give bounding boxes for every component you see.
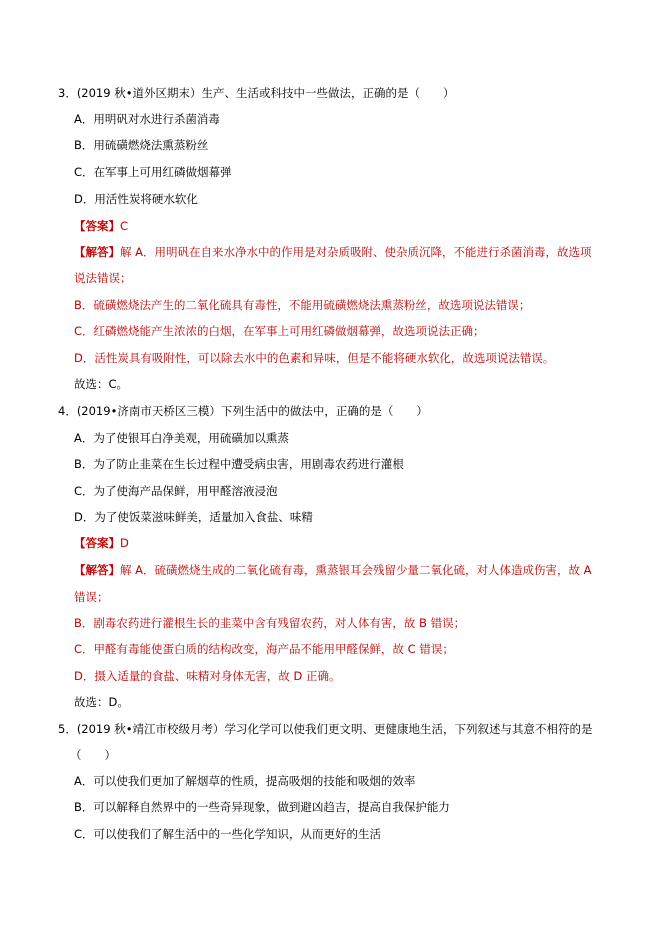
question-3-analysis-line-5: D．活性炭具有吸附性，可以除去水中的色素和异味，但是不能将硬水软化，故选项说法错误。 xyxy=(74,351,555,365)
analysis-label: 【解答】 xyxy=(74,563,120,577)
question-3-option-a: A．用明矾对水进行杀菌消毒 xyxy=(74,112,220,126)
answer-value: D xyxy=(120,536,129,550)
question-4-conclusion: 故选：D。 xyxy=(74,695,129,709)
question-4-analysis-line-2: 错误； xyxy=(74,590,109,604)
question-4-analysis-line-3: B．剧毒农药进行灌根生长的韭菜中含有残留农药，对人体有害，故 B 错误； xyxy=(74,616,466,630)
question-3-analysis-line-4: C．红磷燃烧能产生浓浓的白烟，在军事上可用红磷做烟幕弹，故选项说法正确； xyxy=(74,324,485,338)
question-4-analysis-line-1 xyxy=(74,562,592,578)
question-5-option-a: A．可以使我们更加了解烟草的性质，提高吸烟的技能和吸烟的效率 xyxy=(74,774,416,788)
question-3-option-d: D．用活性炭将硬水软化 xyxy=(74,192,198,206)
question-3-analysis-line-1 xyxy=(74,244,592,260)
analysis-text: 解 A．用明矾在自来水净水中的作用是对杂质吸附、使杂质沉降，不能进行杀菌消毒，故选项 xyxy=(120,245,592,259)
question-3-option-b: B．用硫磺燃烧法熏蒸粉丝 xyxy=(74,138,209,152)
question-4-option-a: A．为了使银耳白净美观，用硫磺加以熏蒸 xyxy=(74,431,289,445)
question-3-stem: 3．(2019 秋•道外区期末）生产、生活或科技中一些做法，正确的是（ ） xyxy=(58,86,455,100)
question-3-answer xyxy=(74,218,128,234)
question-4-stem: 4．(2019•济南市天桥区三模）下列生活中的做法中，正确的是（ ） xyxy=(58,404,428,418)
answer-label: 【答案】 xyxy=(74,536,120,550)
question-4-analysis-line-5: D．摄入适量的食盐、味精对身体无害，故 D 正确。 xyxy=(74,669,341,683)
question-5-stem-bracket: （ ） xyxy=(70,748,116,762)
answer-label: 【答案】 xyxy=(74,219,120,233)
analysis-label: 【解答】 xyxy=(74,245,120,259)
question-4-option-d: D．为了使饭菜滋味鲜美，适量加入食盐、味精 xyxy=(74,510,313,524)
question-3-option-c: C．在军事上可用红磷做烟幕弹 xyxy=(74,165,232,179)
question-5-option-c: C．可以使我们了解生活中的一些化学知识，从而更好的生活 xyxy=(74,827,382,841)
question-4-option-c: C．为了使海产品保鲜，用甲醛溶液浸泡 xyxy=(74,484,278,498)
question-5-stem: 5．(2019 秋•靖江市校级月考）学习化学可以使我们更文明、更健康地生活，下列叙述与其意不相符的是 xyxy=(58,722,593,736)
question-3-analysis-line-2: 说法错误； xyxy=(74,271,132,285)
answer-value: C xyxy=(120,219,129,233)
question-4-answer xyxy=(74,535,129,551)
analysis-text: 解 A．硫磺燃烧生成的二氧化硫有毒，熏蒸银耳会残留少量二氧化硫，对人体造成伤害，故 A xyxy=(120,563,592,577)
question-4-analysis-line-4: C．甲醛有毒能使蛋白质的结构改变，海产品不能用甲醛保鲜，故 C 错误； xyxy=(74,642,454,656)
question-5-option-b: B．可以解释自然界中的一些奇异现象，做到避凶趋吉，提高自我保护能力 xyxy=(74,800,450,814)
question-4-option-b: B．为了防止韭菜在生长过程中遭受病虫害，用剧毒农药进行灌根 xyxy=(74,457,404,471)
question-3-conclusion: 故选：C。 xyxy=(74,377,129,391)
question-3-analysis-line-3: B．硫磺燃烧法产生的二氧化硫具有毒性，不能用硫磺燃烧法熏蒸粉丝，故选项说法错误； xyxy=(74,298,531,312)
